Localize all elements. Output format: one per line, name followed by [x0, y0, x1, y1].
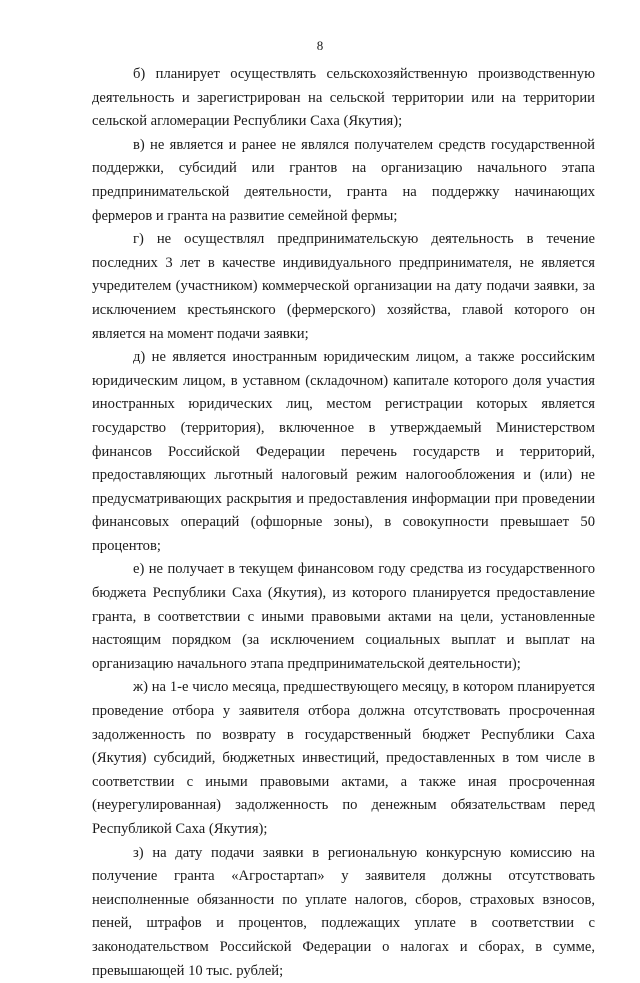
paragraph-z: з) на дату подачи заявки в региональную конкурсную комиссию на получение гранта «Агростартап» у заявителя должны отсутствовать неисполненные обязанности по уплате налогов, сборов, страховых взносов, пеней, штрафов и процентов, подлежащих уплате в соответствии с законодательством Российской Федерации о налогах и сборах, в сумме, превышающей 10 тыс. рублей;: [92, 844, 595, 979]
paragraph-b: б) планирует осуществлять сельскохозяйственную производственную деятельность и зарегистрирован на сельской территории или на территории сельской агломерации Республики Саха (Якутия);: [92, 66, 595, 130]
paragraph-d: д) не является иностранным юридическим лицом, а также российским юридическим лицом, в уставном (складочном) капитале которого доля участия иностранных юридических лиц, местом регистрации которых является государство (территория), включенное в утверждаемый Министерством финансов Российской Федерации перечень государств и территорий, предоставляющих льготный налоговый режим налогообложения и (или) не предусматривающих раскрытия и предоставления информации при проведении финансовых операций (офшорные зоны), в совокупности превышает 50 процентов;: [92, 349, 595, 554]
paragraph-v: в) не является и ранее не являлся получателем средств государственной поддержки, субсидий или грантов на организацию начального этапа предпринимательской деятельности, гранта на поддержку начинающих фермеров и гранта на развитие семейной фермы;: [92, 136, 595, 224]
document-body: [92, 63, 595, 983]
paragraph-zh: ж) на 1-е число месяца, предшествующего месяцу, в котором планируется проведение отбора у заявителя отбора должна отсутствовать просроченная задолженность по возврату в государственный бюджет Республики Саха (Якутия) субсидий, бюджетных инвестиций, предоставленных в том числе в соответствии с иными правовыми актами, а также иная просроченная (неурегулированная) задолженность по денежным обязательствам перед Республикой Саха (Якутия);: [92, 679, 595, 837]
page-number: 8: [316, 38, 324, 53]
paragraph-e: е) не получает в текущем финансовом году средства из государственного бюджета Республики Саха (Якутия), из которого планируется предоставление гранта, в соответствии с иными правовыми актами на цели, установленные настоящим порядком (за исключением социальных выплат и выплат на организацию начального этапа предпринимательской деятельности);: [92, 561, 595, 672]
paragraph-g: г) не осуществлял предпринимательскую деятельность в течение последних 3 лет в качестве индивидуального предпринимателя, не является учредителем (участником) коммерческой организации на дату подачи заявки, за исключением крестьянского (фермерского) хозяйства, главой которого он является на момент подачи заявки;: [92, 231, 595, 342]
